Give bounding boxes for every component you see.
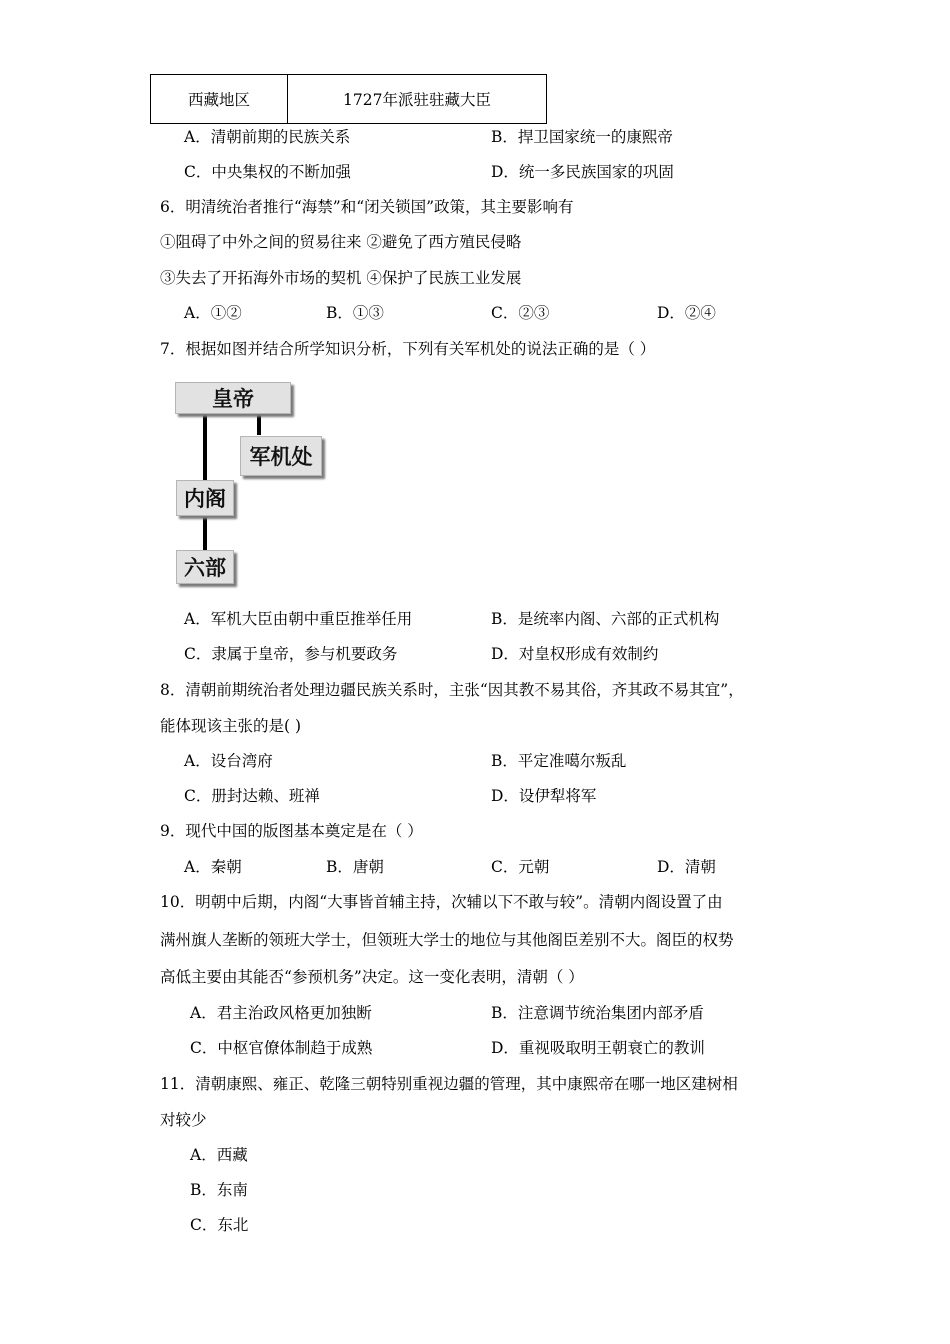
- q9-option-b: B．唐朝: [326, 858, 384, 876]
- connector-line: [203, 515, 207, 550]
- q11-option-a: A．西藏: [190, 1146, 248, 1164]
- q11-option-c: C．东北: [190, 1216, 249, 1234]
- q8-stem-line-2: 能体现该主张的是( ): [160, 717, 302, 735]
- q10-option-d: D．重视吸取明王朝衰亡的教训: [491, 1039, 705, 1057]
- q6-statement-line-1: ①阻碍了中外之间的贸易往来 ②避免了西方殖民侵略: [160, 233, 522, 251]
- q7-stem: 7．根据如图并结合所学知识分析，下列有关军机处的说法正确的是（ ）: [160, 340, 656, 358]
- table-row: [151, 75, 547, 124]
- q6-option-d: D．②④: [657, 304, 716, 322]
- table-cell-region: 西藏地区: [151, 75, 288, 124]
- q8-stem-line-1: 8．清朝前期统治者处理边疆民族关系时，主张“因其教不易其俗，齐其政不易其宜”，: [160, 681, 744, 699]
- diagram-emperor-box: 皇帝: [175, 382, 291, 414]
- q8-option-b: B．平定准噶尔叛乱: [491, 752, 627, 770]
- q7-option-a: A．军机大臣由朝中重臣推举任用: [184, 610, 413, 628]
- q7-option-c: C．隶属于皇帝，参与机要政务: [184, 645, 398, 663]
- table-cell-event: 1727年派驻驻藏大臣: [288, 75, 547, 124]
- q6-option-c: C．②③: [491, 304, 550, 322]
- q6-option-b: B．①③: [326, 304, 384, 322]
- q9-option-a: A．秦朝: [184, 858, 242, 876]
- q8-option-a: A．设台湾府: [184, 752, 273, 770]
- q9-stem: 9．现代中国的版图基本奠定是在（ ）: [160, 822, 423, 840]
- diagram-six-ministries-box: 六部: [176, 550, 234, 584]
- q8-option-c: C．册封达赖、班禅: [184, 787, 320, 805]
- q9-option-c: C．元朝: [491, 858, 550, 876]
- q7-option-b: B．是统率内阁、六部的正式机构: [491, 610, 720, 628]
- q5-option-b: B．捍卫国家统一的康熙帝: [491, 128, 673, 146]
- connector-line: [203, 410, 207, 488]
- q10-stem-line-2: 满州旗人垄断的领班大学士，但领班大学士的地位与其他阁臣差别不大。阁臣的权势: [160, 931, 734, 949]
- info-table: [150, 74, 547, 124]
- q10-option-a: A．君主治政风格更加独断: [190, 1004, 372, 1022]
- q9-option-d: D．清朝: [657, 858, 716, 876]
- q5-option-a: A．清朝前期的民族关系: [184, 128, 351, 146]
- q10-stem-line-1: 10．明朝中后期，内阁“大事皆首辅主持，次辅以下不敢与较”。清朝内阁设置了由: [160, 893, 723, 911]
- q11-stem-line-2: 对较少: [160, 1111, 207, 1129]
- q7-option-d: D．对皇权形成有效制约: [491, 645, 659, 663]
- q6-option-a: A．①②: [184, 304, 242, 322]
- q10-stem-line-3: 高低主要由其能否“参预机务”决定。这一变化表明，清朝（ ）: [160, 968, 584, 986]
- q11-stem-line-1: 11．清朝康熙、雍正、乾隆三朝特别重视边疆的管理，其中康熙帝在哪一地区建树相: [160, 1075, 738, 1093]
- q11-option-b: B．东南: [190, 1181, 248, 1199]
- q8-option-d: D．设伊犁将军: [491, 787, 597, 805]
- q10-option-b: B．注意调节统治集团内部矛盾: [491, 1004, 704, 1022]
- q6-statement-line-2: ③失去了开拓海外市场的契机 ④保护了民族工业发展: [160, 269, 522, 287]
- diagram-grand-council-box: 军机处: [240, 436, 322, 476]
- q5-option-d: D．统一多民族国家的巩固: [491, 163, 674, 181]
- q10-option-c: C．中枢官僚体制趋于成熟: [190, 1039, 373, 1057]
- q6-stem: 6．明清统治者推行“海禁”和“闭关锁国”政策，其主要影响有: [160, 198, 574, 216]
- q5-option-c: C．中央集权的不断加强: [184, 163, 351, 181]
- diagram-cabinet-box: 内阁: [176, 480, 234, 516]
